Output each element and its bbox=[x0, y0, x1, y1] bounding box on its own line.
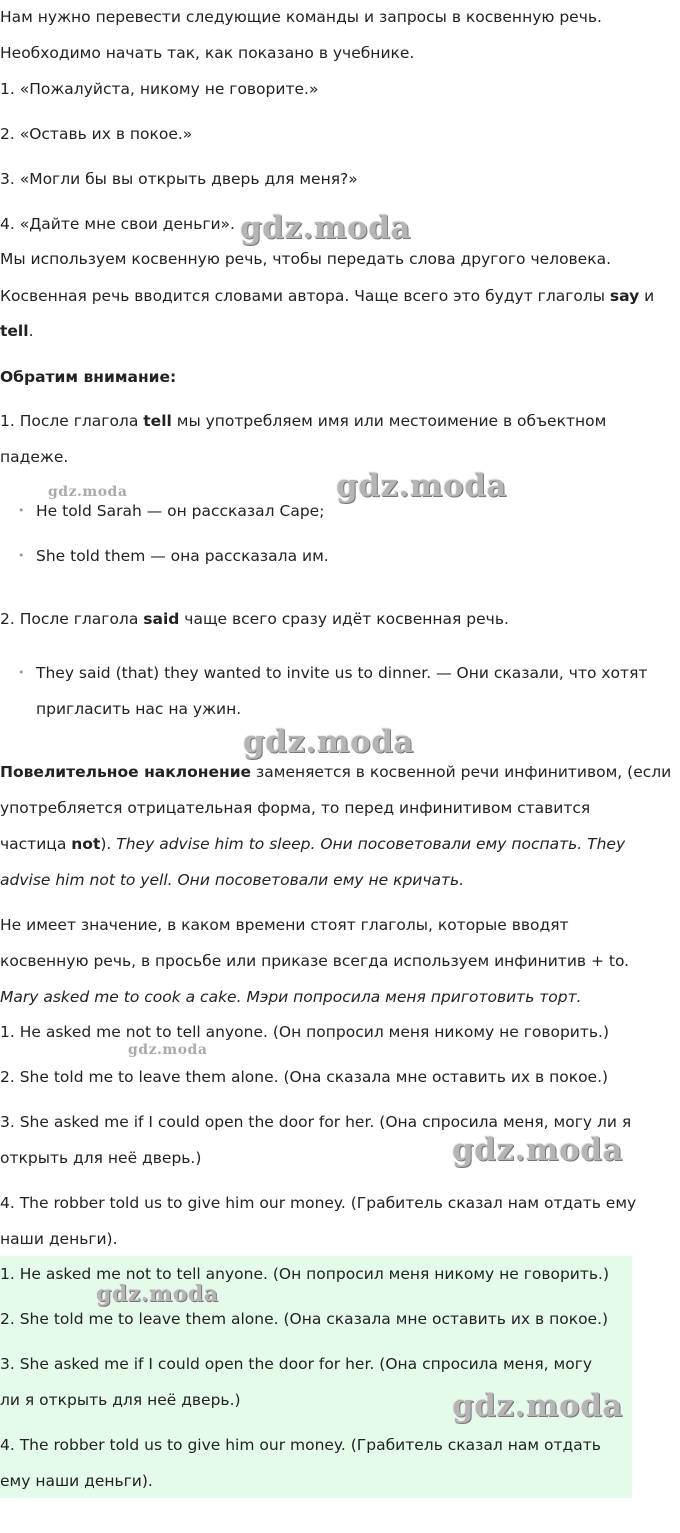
theory-paragraph-2-end: tell. bbox=[0, 322, 34, 340]
watermark-logo: gdz.moda bbox=[96, 1281, 219, 1307]
rule-2: 2. После глагола said чаще всего сразу идёт косвенная речь. bbox=[0, 610, 509, 628]
boxed-answer-3-end: ли я открыть для неё дверь.) bbox=[0, 1391, 241, 1409]
note-example: Mary asked me to cook a cake. Мэри попросила меня приготовить торт. bbox=[0, 988, 582, 1006]
watermark-logo: gdz.moda bbox=[243, 724, 414, 760]
imperative-paragraph-4: advise him not to yell. Они посоветовали ему не кричать. bbox=[0, 871, 465, 889]
highlighted-answer-box bbox=[0, 1256, 632, 1498]
boxed-answer-4: 4. The robber told us to give him our money. (Грабитель сказал нам отдать bbox=[0, 1436, 601, 1454]
attention-heading: Обратим внимание: bbox=[0, 368, 177, 386]
watermark-logo: gdz.moda bbox=[128, 1042, 208, 1058]
rule-1: 1. После глагола tell мы употребляем имя или местоимение в объектном bbox=[0, 412, 607, 430]
answer-4: 4. The robber told us to give him our money. (Грабитель сказал нам отдать ему bbox=[0, 1194, 637, 1212]
watermark-logo: gdz.moda bbox=[48, 484, 128, 500]
task-3: 3. «Могли бы вы открыть дверь для меня?» bbox=[0, 170, 358, 188]
intro-line-2: Необходимо начать так, как показано в учебнике. bbox=[0, 44, 415, 62]
task-2: 2. «Оставь их в покое.» bbox=[0, 125, 193, 143]
bullet-icon: • bbox=[18, 549, 25, 562]
boxed-answer-1: 1. He asked me not to tell anyone. (Он попросил меня никому не говорить.) bbox=[0, 1265, 610, 1283]
boxed-answer-3: 3. She asked me if I could open the door for her. (Она спросила меня, могу bbox=[0, 1355, 593, 1373]
note-line-2: косвенную речь, в просьбе или приказе всегда используем инфинитив + to. bbox=[0, 952, 630, 970]
bullet-icon: • bbox=[18, 666, 25, 679]
watermark-logo: gdz.moda bbox=[452, 1132, 623, 1168]
note-line-1: Не имеет значение, в каком времени стоят глаголы, которые вводят bbox=[0, 916, 569, 934]
boxed-answer-2: 2. She told me to leave them alone. (Она сказала мне оставить их в покое.) bbox=[0, 1310, 609, 1328]
theory-paragraph-1: Мы используем косвенную речь, чтобы передать слова другого человека. bbox=[0, 250, 612, 268]
rule-1-end: падеже. bbox=[0, 448, 69, 466]
bullet-icon: • bbox=[18, 504, 25, 517]
answer-1: 1. He asked me not to tell anyone. (Он попросил меня никому не говорить.) bbox=[0, 1023, 610, 1041]
imperative-paragraph: Повелительное наклонение заменяется в косвенной речи инфинитивом, (если bbox=[0, 763, 672, 781]
answer-3-end: открыть для неё дверь.) bbox=[0, 1149, 202, 1167]
task-4: 4. «Дайте мне свои деньги». bbox=[0, 215, 235, 233]
theory-paragraph-2: Косвенная речь вводится словами автора. Чаще всего это будут глаголы say и bbox=[0, 287, 655, 305]
example-3-end: пригласить нас на ужин. bbox=[36, 700, 242, 718]
intro-line-1: Нам нужно перевести следующие команды и запросы в косвенную речь. bbox=[0, 8, 602, 26]
boxed-answer-4-end: ему наши деньги). bbox=[0, 1472, 153, 1490]
watermark-logo: gdz.moda bbox=[452, 1388, 623, 1424]
imperative-paragraph-3: частица not). They advise him to sleep. Они посоветовали ему поспать. They bbox=[0, 835, 626, 853]
answer-3: 3. She asked me if I could open the door for her. (Она спросила меня, могу ли я bbox=[0, 1113, 632, 1131]
answer-2: 2. She told me to leave them alone. (Она сказала мне оставить их в покое.) bbox=[0, 1068, 609, 1086]
example-3: They said (that) they wanted to invite us to dinner. — Они сказали, что хотят bbox=[36, 664, 648, 682]
example-2: She told them — она рассказала им. bbox=[36, 547, 329, 565]
task-1: 1. «Пожалуйста, никому не говорите.» bbox=[0, 80, 319, 98]
watermark-logo: gdz.moda bbox=[240, 210, 411, 246]
example-1: He told Sarah — он рассказал Саре; bbox=[36, 502, 325, 520]
watermark-logo: gdz.moda bbox=[336, 468, 507, 504]
answer-4-end: наши деньги). bbox=[0, 1230, 118, 1248]
imperative-paragraph-2: употребляется отрицательная форма, то перед инфинитивом ставится bbox=[0, 799, 591, 817]
